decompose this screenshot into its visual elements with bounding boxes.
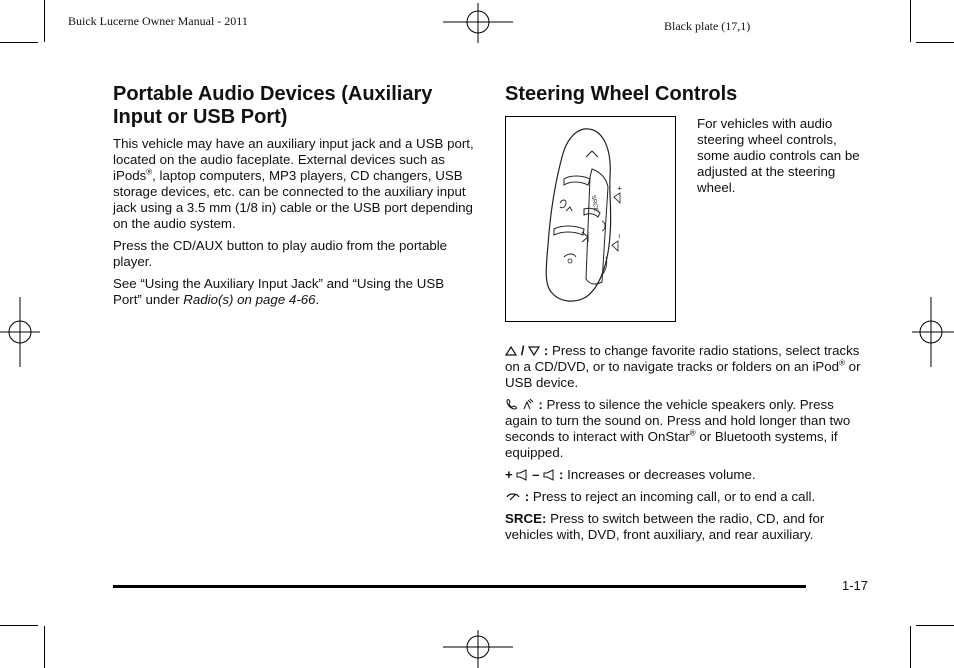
registered-mark: ®: [689, 428, 696, 438]
control-description: SRCE: Press to switch between the radio, CD, and for vehicles with, DVD, front auxiliary, and rear auxiliary.: [505, 511, 825, 542]
right-column-body: [505, 343, 867, 549]
crop-mark: [44, 0, 45, 42]
plate-label: Black plate (17,1): [664, 19, 751, 33]
left-column-body: [113, 136, 475, 314]
srce-key: SRCE:: [505, 511, 547, 526]
control-description: + – : Increases or decreases volume.: [505, 467, 756, 482]
section-heading-portable-audio: Portable Audio Devices (Auxiliary Input or USB Port): [113, 83, 433, 128]
document-title: Buick Lucerne Owner Manual - 2011: [68, 14, 248, 28]
cross-reference-link[interactable]: Radio(s) on page 4‑66: [183, 292, 316, 307]
registration-mark-icon: [0, 297, 40, 367]
seek-down-icon: [528, 345, 540, 357]
registration-mark-icon: [912, 297, 954, 367]
control-description: : Press to reject an incoming call, or to end a call.: [505, 489, 867, 505]
volume-down-icon: [543, 469, 555, 481]
control-description: / : Press to change favorite radio stations, select tracks on a CD/DVD, or to navigate tracks or folders on an iPod® or USB device.: [505, 343, 861, 390]
steering-wheel-controls-figure: [505, 116, 676, 322]
registered-mark: ®: [839, 358, 845, 368]
volume-plus-label: +: [615, 186, 624, 191]
crop-mark: [910, 626, 911, 668]
crop-mark: [0, 625, 38, 626]
registration-mark-icon: [443, 630, 513, 668]
page-number: 1‑17: [842, 578, 869, 593]
crop-mark: [44, 626, 45, 668]
crop-mark: [916, 42, 954, 43]
srce-label: SRCE: [589, 194, 599, 213]
crop-mark: [916, 625, 954, 626]
steering-controls-intro: For vehicles with audio steering wheel controls, some audio controls can be adjusted at the steering wheel.: [697, 116, 860, 195]
control-description: : Press to silence the vehicle speakers only. Press again to turn the sound on. Press and hold longer than two seconds to interact with OnStar® or Bluetooth systems, if equipped.: [505, 397, 851, 460]
phone-icon: [505, 398, 518, 411]
section-heading-steering-wheel-controls: Steering Wheel Controls: [505, 83, 738, 105]
paragraph: This vehicle may have an auxiliary input jack and a USB port, located on the audio faceplate. External devices such as iPods®, laptop computers, MP3 players, CD changers, USB storage devices, etc. can be connected to the auxiliary input jack using a 3.5 mm (1/8 in) cable or the USB port depending on the audio system.: [113, 136, 474, 231]
volume-minus-label: –: [615, 234, 624, 239]
volume-up-icon: [516, 469, 528, 481]
paragraph: See “Using the Auxiliary Input Jack” and “Using the USB Port” under Radio(s) on page 4‑66.: [113, 276, 445, 307]
registered-mark: ®: [146, 167, 153, 177]
crop-mark: [0, 42, 38, 43]
seek-up-icon: [505, 345, 517, 357]
crop-mark: [910, 0, 911, 42]
registration-mark-icon: [443, 3, 513, 43]
end-call-icon: [505, 491, 521, 503]
paragraph: Press the CD/AUX button to play audio from the portable player.: [113, 238, 448, 269]
steering-control-pad-icon: [506, 117, 674, 320]
voice-mute-icon: [522, 398, 535, 411]
footer-rule: [113, 585, 806, 588]
